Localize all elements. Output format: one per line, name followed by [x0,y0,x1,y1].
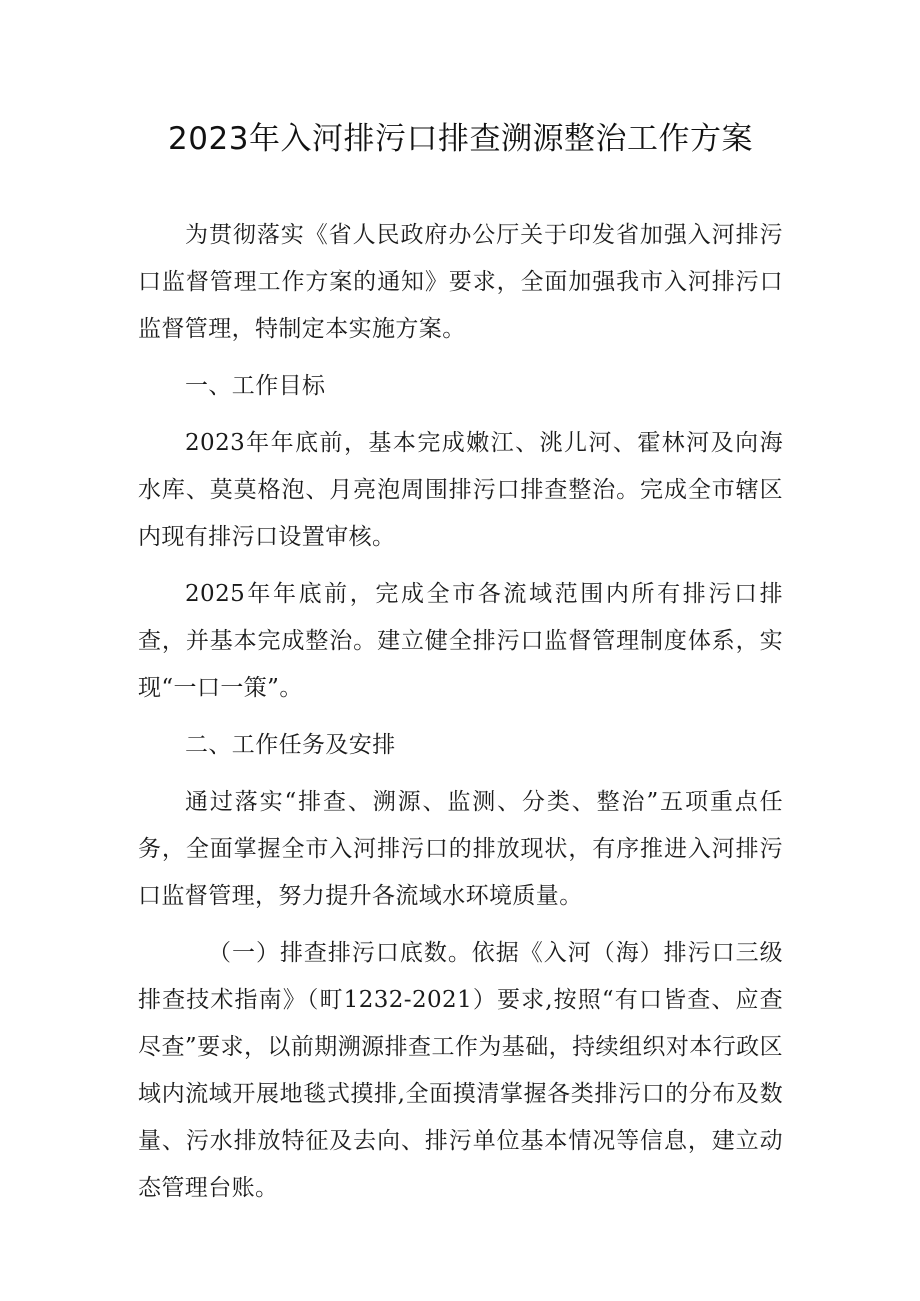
section-heading-tasks: 二、工作任务及安排 [185,732,396,758]
tasks-intro-paragraph: 通过落实“排查、溯源、监测、分类、整治”五项重点任务，全面掌握全市入河排污口的排放现状，有序推进入河排污口监督管理，努力提升各流域水环境质量。 [138,789,783,909]
goal-2023-paragraph: 2023年年底前，基本完成嫩江、洮儿河、霍林河及向海水库、莫莫格泡、月亮泡周围排污口排查整治。完成全市辖区内现有排污口设置审核。 [138,430,783,550]
task-1-paragraph: （一）排查排污口底数。依据《入河（海）排污口三级排查技术指南》（町1232-2021）要求,按照“有口皆查、应查尽查”要求，以前期溯源排查工作为基础，持续组织对本行政区域内流域开展地毯式摸排,全面摸清掌握各类排污口的分布及数量、污水排放特征及去向、排污单位基本情况等信息，建立动态管理台账。 [138,940,783,1201]
intro-paragraph: 为贯彻落实《省人民政府办公厅关于印发省加强入河排污口监督管理工作方案的通知》要求，全面加强我市入河排污口监督管理，特制定本实施方案。 [138,222,783,342]
document-title: 2023年入河排污口排查溯源整治工作方案 [168,121,753,157]
goal-2025-paragraph: 2025年年底前，完成全市各流域范围内所有排污口排查，并基本完成整治。建立健全排污口监督管理制度体系，实现“一口一策”。 [138,581,783,701]
section-heading-goals: 一、工作目标 [185,373,326,399]
